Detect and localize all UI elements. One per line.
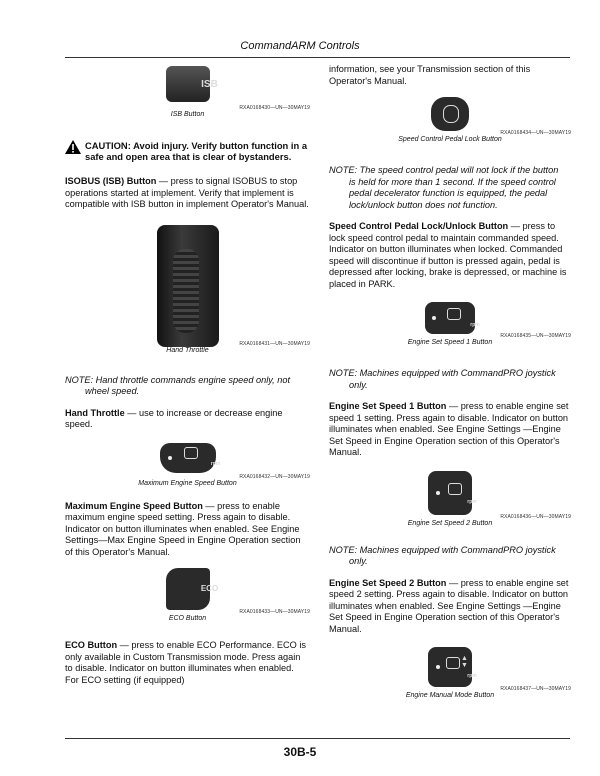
hand-throttle-image — [157, 225, 219, 347]
engine-icon — [448, 483, 462, 495]
indicator-dot — [436, 491, 440, 495]
engine-icon — [446, 657, 460, 669]
caution-text: CAUTION: Avoid injury. Verify button function in a safe and open area that is clear of bystanders. — [85, 140, 308, 162]
figure-pedal-lock — [329, 97, 571, 149]
figure-caption: ECO Button — [168, 615, 207, 622]
page-number: 30B-5 — [283, 745, 317, 759]
rpm-label: rpm — [470, 322, 480, 328]
eco-label: ECO — [200, 584, 219, 593]
up-down-arrows-icon: ▲ ▼ — [461, 655, 468, 669]
figure-ref: RXA0168432—UN—30MAY19 — [239, 473, 310, 480]
indicator-dot — [432, 316, 436, 320]
throttle-lever-icon — [173, 249, 199, 333]
rpm-label: rpm — [467, 673, 477, 679]
figure-ref: RXA0168435—UN—30MAY19 — [500, 333, 571, 339]
figure-ref: RXA0168434—UN—30MAY19 — [500, 130, 571, 136]
manual-mode-button-image — [428, 647, 477, 687]
figure-ref: RXA0168436—UN—30MAY19 — [500, 513, 571, 520]
rpm-label: rpm — [210, 460, 221, 467]
indicator-dot — [168, 456, 172, 460]
note-pedal: NOTE: The speed control pedal will not lock if the button is held for more than 1 second. If the speed control pedal decelerator function is equipped, the pedal lock/unlock button does not function. — [329, 165, 559, 210]
figure-caption: Engine Set Speed 1 Button — [407, 339, 493, 346]
figure-caption: Engine Manual Mode Button — [405, 692, 495, 699]
left-column — [65, 64, 310, 686]
page-header: CommandARM Controls — [240, 40, 360, 52]
isb-button-image — [166, 66, 218, 102]
note-commandpro-1: NOTE: Machines equipped with CommandPRO joystick only. — [329, 368, 556, 390]
pedal-lock-button-image — [431, 97, 469, 131]
figure-caption: Speed Control Pedal Lock Button — [398, 136, 502, 143]
set-speed-1-paragraph: Engine Set Speed 1 Button — press to enable engine set speed 1 setting. Press again to disable. Indicator on button illuminates when enabled. See Engine Settings —Engine Set Speed in Engine Operation section of this Operator's Manual. — [329, 401, 569, 457]
right-column — [329, 64, 571, 707]
engine-icon — [184, 447, 198, 459]
continued-paragraph: information, see your Transmission section of this Operator's Manual. — [329, 64, 531, 86]
figure-ref: RXA0168431—UN—30MAY19 — [239, 340, 310, 347]
note-hand-throttle: NOTE: Hand throttle commands engine speed only, not wheel speed. — [65, 374, 291, 396]
isobus-title: ISOBUS (ISB) Button — [65, 176, 157, 186]
note-commandpro-2: NOTE: Machines equipped with CommandPRO joystick only. — [329, 544, 556, 566]
figure-max-engine — [65, 443, 310, 493]
isobus-paragraph: ISOBUS (ISB) Button — press to signal ISOBUS to stop operations started at implement. Verify that implement is compatible with ISB button in implement Operator's Manual. — [65, 176, 309, 209]
figure-manual-mode — [329, 647, 571, 707]
figure-ref: RXA0168437—UN—30MAY19 — [500, 686, 571, 692]
hand-throttle-paragraph: Hand Throttle — use to increase or decrease engine speed. — [65, 407, 283, 429]
figure-caption: Hand Throttle — [166, 346, 209, 354]
set-speed-2-button-image — [428, 471, 477, 515]
figure-set-speed-2 — [329, 471, 571, 531]
header-rule — [65, 57, 570, 58]
figure-hand-throttle — [65, 225, 310, 365]
figure-eco — [65, 568, 310, 630]
set-speed-1-button-image — [425, 302, 480, 334]
isb-label: ISB — [201, 79, 218, 90]
eco-paragraph: ECO Button — press to enable ECO Performance. ECO is only available in Custom Transmission mode. Press again to disable. Indicator on button illuminates when enabled. For ECO setting (if equipped) — [65, 640, 306, 685]
warning-triangle-icon — [65, 140, 85, 162]
figure-ref: RXA0168430—UN—30MAY19 — [239, 105, 310, 111]
engine-icon — [447, 308, 461, 320]
footer-rule — [65, 738, 570, 739]
max-engine-paragraph: Maximum Engine Speed Button — press to enable maximum engine speed setting. Press again to disable. Indicator on button illuminates when enabled. See Engine Settings—Max Engine Speed in Engine Operation section of this Operator's Manual. — [65, 500, 301, 557]
figure-isb-button — [65, 64, 310, 128]
figure-caption: Maximum Engine Speed Button — [138, 479, 237, 487]
lock-pedal-icon — [443, 105, 459, 123]
caution-block — [65, 140, 310, 162]
pedal-lock-paragraph: Speed Control Pedal Lock/Unlock Button — press to lock speed control pedal to maintain commanded speed. Indicator on button illuminates when locked. Commanded speed will discontinue if button is pressed again, pedal is depressed after locking, brake is depressed, or machine is placed in PARK. — [329, 221, 567, 289]
set-speed-2-paragraph: Engine Set Speed 2 Button — press to enable engine set speed 2 setting. Press again to disable. Indicator on button illuminates when enabled. See Engine Settings —Engine Set Speed in Engine Operation section of this Operator's Manual. — [329, 577, 569, 634]
figure-caption: Engine Set Speed 2 Button — [407, 519, 493, 527]
indicator-dot — [436, 665, 440, 669]
figure-ref: RXA0168433—UN—30MAY19 — [239, 609, 310, 615]
figure-set-speed-1 — [329, 302, 571, 354]
figure-caption: ISB Button — [170, 111, 205, 118]
max-engine-button-image — [160, 443, 221, 473]
eco-button-image — [166, 568, 219, 610]
rpm-label: rpm — [467, 498, 477, 505]
